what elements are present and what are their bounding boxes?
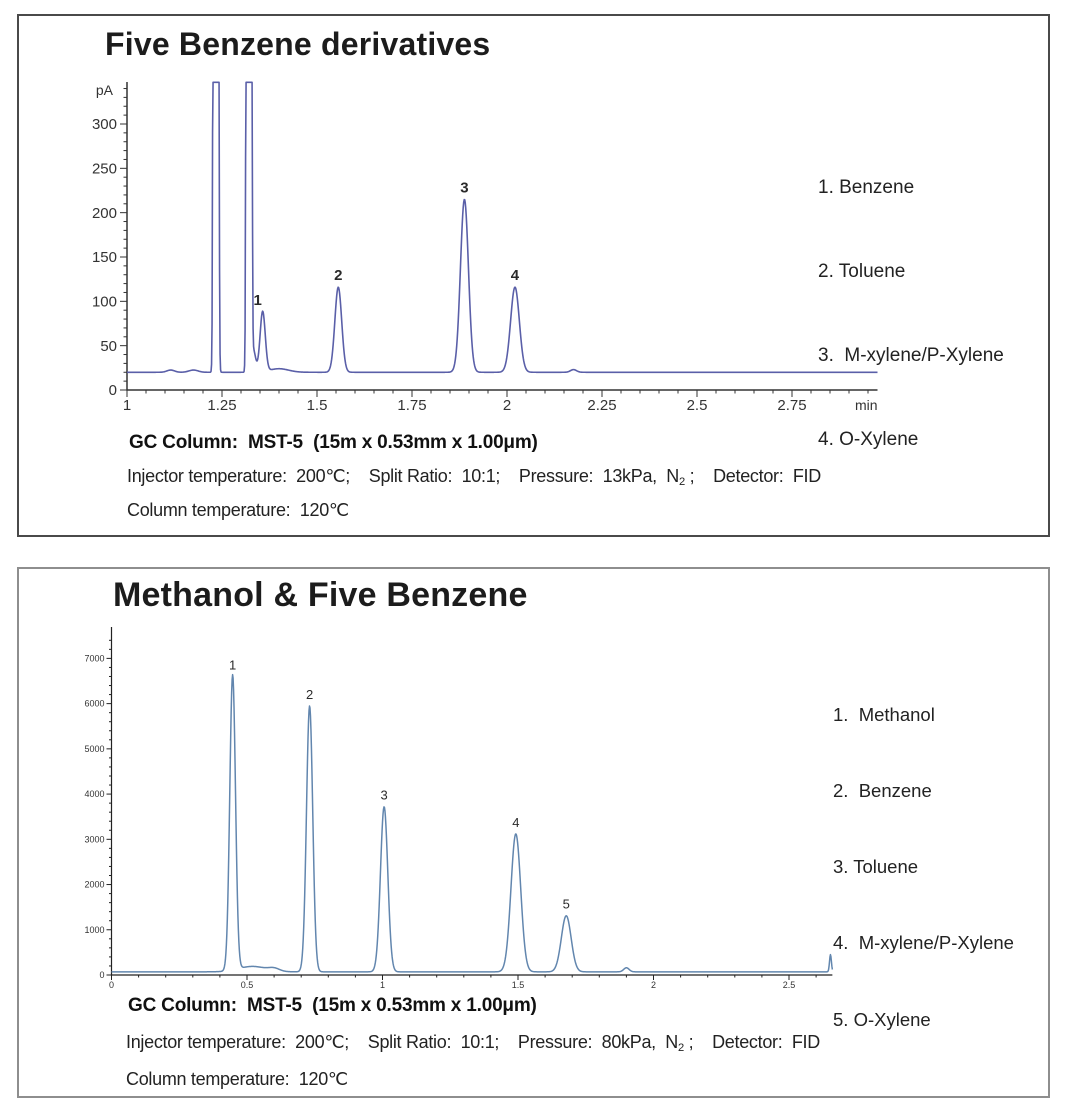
y-tick-label: 5000 (84, 743, 105, 754)
caption-conditions-text: Injector temperature: 200℃; Split Ratio: 10:1; Pressure: 13kPa, N (127, 466, 679, 486)
peak-legend (818, 118, 1004, 510)
legend-item: 3. M-xylene/P-Xylene (818, 345, 1004, 366)
peak-number-label: 5 (562, 896, 570, 912)
page-title: Methanol & Five Benzene (113, 576, 528, 614)
y-axis-unit-label: pA (95, 82, 113, 98)
axis-ticks (120, 89, 868, 397)
x-tick-label: 2.5 (686, 397, 708, 414)
page-title: Five Benzene derivatives (105, 26, 491, 62)
axis-tick-labels (84, 653, 795, 990)
axis-l-shape (127, 82, 878, 390)
caption-detector-text: ; Detector: FID (684, 466, 821, 486)
x-tick-label: 1.25 (207, 397, 237, 414)
y-tick-label: 50 (100, 337, 117, 355)
y-tick-label: 7000 (84, 653, 105, 664)
chromatogram-trace (112, 675, 833, 972)
legend-item: 4. M-xylene/P-Xylene (833, 932, 1014, 954)
y-tick-label: 0 (108, 382, 117, 400)
legend-item: 1. Benzene (818, 177, 915, 198)
chromatogram-trace (127, 82, 878, 372)
peak-number-label: 4 (512, 814, 520, 830)
caption-column-temperature: Column temperature: 120℃ (127, 500, 349, 520)
legend-item: 3. Toluene (833, 856, 919, 878)
axis-lines (127, 82, 878, 390)
caption-column-temperature: Column temperature: 120℃ (126, 1069, 348, 1089)
x-tick-label: 1 (122, 397, 132, 414)
y-tick-label: 300 (91, 116, 117, 134)
x-tick-label: 0.5 (240, 980, 254, 990)
x-tick-label: 2 (502, 397, 512, 414)
caption-conditions-text: Injector temperature: 200℃; Split Ratio: 10:1; Pressure: 80kPa, N (126, 1032, 678, 1052)
y-tick-label: 6000 (84, 698, 105, 709)
peak-number-label: 2 (334, 267, 343, 285)
peak-number-labels (229, 657, 570, 911)
caption-gc-column: GC Column: MST-5 (15m x 0.53mm x 1.00μm) (129, 432, 538, 453)
x-tick-label: 1.75 (397, 397, 427, 414)
y-tick-label: 0 (99, 970, 105, 981)
y-tick-label: 250 (91, 160, 117, 178)
peak-number-label: 3 (460, 179, 469, 197)
x-tick-label: 2 (650, 980, 657, 990)
panel-benzene-derivatives (17, 14, 1050, 537)
caption-detector-text: ; Detector: FID (683, 1032, 820, 1052)
axis-l-shape (112, 627, 833, 975)
y-tick-label: 1000 (84, 924, 105, 935)
y-tick-label: 100 (91, 293, 117, 311)
x-axis-unit-label: min (854, 397, 878, 413)
x-tick-label: 2.5 (782, 980, 796, 990)
y-tick-label: 150 (91, 249, 117, 267)
x-tick-label: 0 (108, 980, 115, 990)
peak-legend (833, 651, 1014, 1083)
peak-number-label: 2 (305, 686, 314, 702)
y-tick-label: 200 (91, 204, 117, 222)
axis-lines (112, 627, 833, 975)
y-tick-label: 4000 (84, 789, 105, 800)
caption-conditions (126, 1032, 820, 1054)
x-tick-label: 1 (379, 980, 386, 990)
legend-item: 5. O-Xylene (833, 1008, 931, 1030)
x-tick-label: 1.5 (511, 980, 525, 990)
y-tick-label: 3000 (84, 834, 105, 845)
nitrogen-subscript: 2 (677, 1042, 684, 1055)
legend-item: 2. Benzene (833, 780, 932, 802)
legend-item: 1. Methanol (833, 703, 935, 725)
axis-ticks (107, 640, 817, 980)
caption-conditions (127, 466, 821, 488)
methanol-benzene-chromatogram (70, 612, 880, 1002)
peak-number-label: 1 (253, 291, 262, 309)
peak-number-label: 4 (510, 267, 520, 285)
nitrogen-subscript: 2 (678, 476, 685, 489)
caption-gc-column: GC Column: MST-5 (15m x 0.53mm x 1.00μm) (128, 995, 537, 1016)
legend-item: 2. Toluene (818, 261, 906, 282)
peak-number-label: 1 (229, 657, 237, 673)
peak-number-label: 3 (380, 787, 388, 803)
x-tick-label: 2.25 (587, 397, 617, 414)
y-tick-label: 2000 (84, 879, 105, 890)
legend-item: 4. O-Xylene (818, 429, 919, 450)
benzene-derivatives-chromatogram (70, 60, 900, 420)
x-tick-label: 2.75 (777, 397, 807, 414)
axis-tick-labels (92, 82, 878, 414)
peak-number-labels (253, 179, 519, 309)
x-tick-label: 1.5 (306, 397, 328, 414)
panel-methanol-benzene (17, 567, 1050, 1098)
